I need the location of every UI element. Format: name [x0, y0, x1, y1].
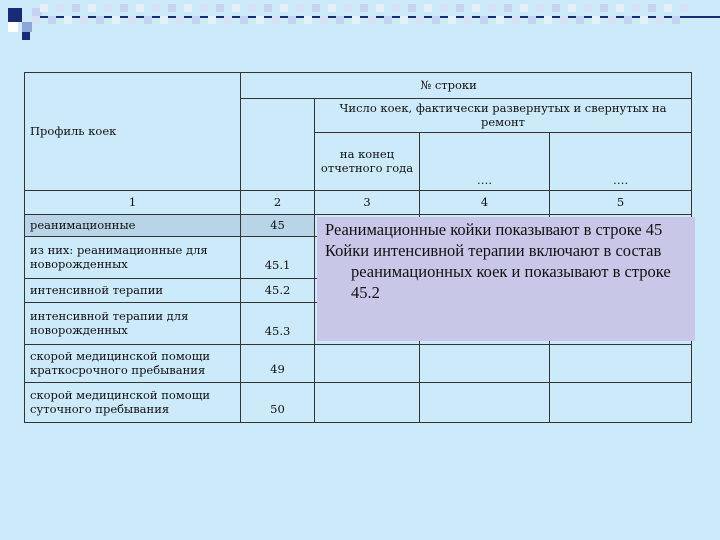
- checker-cell: [640, 16, 648, 24]
- checker-cell: [88, 4, 96, 12]
- checker-cell: [232, 4, 240, 12]
- checker-cell: [552, 4, 560, 12]
- checker-cell: [480, 16, 488, 24]
- checker-cell: [608, 16, 616, 24]
- checker-strip: [32, 4, 692, 26]
- checker-cell: [536, 4, 544, 12]
- row-profile: из них: реанимационные для новорожденных: [25, 236, 241, 278]
- checker-cell: [424, 4, 432, 12]
- value-cell: [550, 382, 692, 422]
- checker-cell: [192, 16, 200, 24]
- checker-cell: [488, 4, 496, 12]
- checker-cell: [432, 16, 440, 24]
- row-profile: скорой медицинской помощи краткосрочного пребывания: [25, 344, 241, 382]
- checker-cell: [120, 4, 128, 12]
- checker-cell: [240, 16, 248, 24]
- checker-cell: [280, 4, 288, 12]
- checker-cell: [168, 4, 176, 12]
- checker-cell: [312, 4, 320, 12]
- checker-cell: [320, 16, 328, 24]
- row-profile: интенсивной терапии для новорожденных: [25, 302, 241, 344]
- header-spacer-2: [241, 132, 315, 190]
- checker-cell: [136, 4, 144, 12]
- checker-cell: [48, 16, 56, 24]
- checker-cell: [304, 16, 312, 24]
- checker-cell: [368, 16, 376, 24]
- checker-cell: [40, 4, 48, 12]
- checker-cell: [208, 16, 216, 24]
- checker-cell: [112, 16, 120, 24]
- checker-cell: [160, 16, 168, 24]
- annotation-callout: [317, 217, 695, 341]
- col4-header: ….: [420, 132, 550, 190]
- value-cell: [420, 382, 550, 422]
- checker-cell: [584, 4, 592, 12]
- value-cell: [315, 382, 420, 422]
- checker-cell: [392, 4, 400, 12]
- column-number-row: [25, 190, 692, 214]
- checker-cell: [648, 4, 656, 12]
- checker-cell: [464, 16, 472, 24]
- value-cell: [420, 344, 550, 382]
- value-cell: [315, 344, 420, 382]
- checker-cell: [664, 4, 672, 12]
- checker-cell: [624, 16, 632, 24]
- checker-cell: [384, 16, 392, 24]
- col-number-3: 3: [315, 190, 420, 214]
- checker-cell: [96, 16, 104, 24]
- corner-square-3: [8, 22, 18, 32]
- row-profile: скорой медицинской помощи суточного пребывания: [25, 382, 241, 422]
- checker-cell: [296, 4, 304, 12]
- checker-cell: [400, 16, 408, 24]
- checker-cell: [376, 4, 384, 12]
- row-number: 45.1: [241, 236, 315, 278]
- profile-header: Профиль коек: [25, 73, 241, 191]
- checker-cell: [576, 16, 584, 24]
- corner-square-4: [22, 32, 30, 40]
- checker-cell: [144, 16, 152, 24]
- row-number: 50: [241, 382, 315, 422]
- note-line-2: Койки интенсивной терапии включают в состав реанимационных коек и показывают в строке 45.2: [325, 241, 671, 302]
- row-profile: интенсивной терапии: [25, 278, 241, 302]
- checker-cell: [336, 16, 344, 24]
- checker-cell: [672, 16, 680, 24]
- checker-cell: [72, 4, 80, 12]
- checker-cell: [64, 16, 72, 24]
- header-spacer: [241, 99, 315, 133]
- checker-cell: [600, 4, 608, 12]
- checker-cell: [264, 4, 272, 12]
- end-of-year-header: на конец отчетного года: [315, 132, 420, 190]
- checker-cell: [448, 16, 456, 24]
- col-number-1: 1: [25, 190, 241, 214]
- checker-cell: [592, 16, 600, 24]
- checker-cell: [360, 4, 368, 12]
- table-row: [25, 382, 692, 422]
- checker-cell: [344, 4, 352, 12]
- note-line-1: Реанимационные койки показывают в строке 45: [325, 220, 663, 239]
- bed-count-header: Число коек, фактически развернутых и свернутых на ремонт: [315, 99, 692, 133]
- checker-cell: [496, 16, 504, 24]
- checker-cell: [328, 4, 336, 12]
- checker-cell: [520, 4, 528, 12]
- row-number: 45.2: [241, 278, 315, 302]
- checker-cell: [32, 16, 40, 24]
- row-number-header: № строки: [241, 73, 692, 99]
- row-number: 45.3: [241, 302, 315, 344]
- checker-cell: [544, 16, 552, 24]
- checker-cell: [416, 16, 424, 24]
- checker-cell: [288, 16, 296, 24]
- checker-cell: [352, 16, 360, 24]
- col-number-5: 5: [550, 190, 692, 214]
- checker-cell: [56, 4, 64, 12]
- corner-square-2: [22, 22, 32, 32]
- checker-cell: [128, 16, 136, 24]
- col-number-2: 2: [241, 190, 315, 214]
- checker-cell: [248, 4, 256, 12]
- checker-cell: [656, 16, 664, 24]
- checker-cell: [224, 16, 232, 24]
- checker-cell: [512, 16, 520, 24]
- checker-cell: [568, 4, 576, 12]
- corner-square-1: [8, 8, 22, 22]
- col5-header: ….: [550, 132, 692, 190]
- checker-cell: [504, 4, 512, 12]
- row-profile: реанимационные: [25, 214, 241, 236]
- table-row: [25, 344, 692, 382]
- value-cell: [550, 344, 692, 382]
- checker-cell: [104, 4, 112, 12]
- checker-cell: [632, 4, 640, 12]
- checker-cell: [272, 16, 280, 24]
- checker-cell: [80, 16, 88, 24]
- row-number: 49: [241, 344, 315, 382]
- row-number: 45: [241, 214, 315, 236]
- checker-cell: [200, 4, 208, 12]
- checker-cell: [408, 4, 416, 12]
- checker-cell: [256, 16, 264, 24]
- checker-cell: [216, 4, 224, 12]
- checker-cell: [184, 4, 192, 12]
- col-number-4: 4: [420, 190, 550, 214]
- checker-cell: [560, 16, 568, 24]
- checker-cell: [152, 4, 160, 12]
- checker-cell: [176, 16, 184, 24]
- checker-cell: [616, 4, 624, 12]
- checker-cell: [528, 16, 536, 24]
- checker-cell: [440, 4, 448, 12]
- checker-cell: [456, 4, 464, 12]
- checker-cell: [680, 4, 688, 12]
- checker-cell: [472, 4, 480, 12]
